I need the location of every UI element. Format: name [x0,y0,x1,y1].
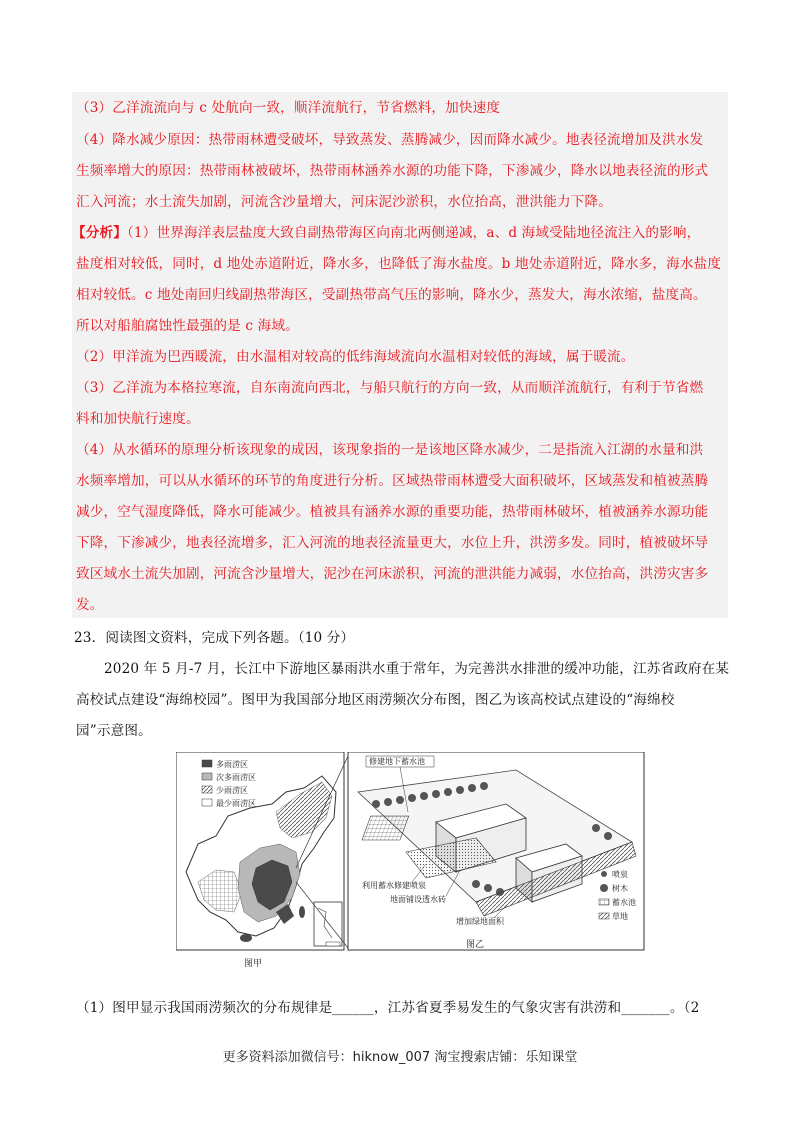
page-footer: 更多资料添加微信号：hiknow_007 淘宝搜索店铺：乐知课堂 [222,1050,578,1065]
scale-bar [326,942,340,946]
analysis-line: 盐度相对较低，同时，d 地处赤道附近，降水多，也降低了海水盐度。b 地处赤道附近，降水多，海水盐度 [76,256,722,272]
question-title: 23．阅读图文资料，完成下列各题。（10 分） [74,630,355,646]
label-fountain: 利用蓄水修建喷泉 [362,881,426,890]
legend-label: 草地 [612,912,628,921]
legend-label: 次多雨涝区 [216,773,256,782]
analysis-line: 致区域水土流失加剧，河流含沙量增大，泥沙在河床淤积，河流的泄洪能力减弱，水位抬高，洪涝灾害多 [76,566,709,582]
legend-label: 少雨涝区 [216,786,248,795]
analysis-line: 料和加快航行速度。 [76,411,200,427]
taiwan-island [299,906,305,918]
label-paving: 地面铺设透水砖 [390,895,446,904]
legend-label: 蓄水池 [612,898,636,907]
legend-label: 最少雨涝区 [216,799,256,808]
figure-svg [176,752,646,972]
map-figure-a [176,752,344,969]
analysis-line: 所以对船舶腐蚀性最强的是 c 海域。 [76,318,299,334]
answer-line-4b: 生频率增大的原因：热带雨林被破坏，热带雨林涵养水源的功能下降，下渗减少，降水以地表径流的形式 [76,163,709,179]
analysis-line: （4）从水循环的原理分析该现象的成因，该现象指的一是该地区降水减少，二是指流入江湖的水量和洪 [76,442,704,458]
question-intro-line: 园”示意图。 [76,723,152,739]
analysis-first-text: （1）世界海洋表层盐度大致自副热带海区向南北两侧递减，a、d 海域受陆地径流注入的影响， [126,225,701,241]
answer-line-3: （3）乙洋流流向与 c 处航向一致，顺洋流航行，节省燃料，加快速度 [76,100,501,116]
legend-label: 多雨涝区 [216,760,248,769]
figure-b-caption: 图乙 [466,940,485,950]
legend-label: 树木 [612,884,628,893]
figure-a-caption: 图甲 [244,959,263,969]
analysis-tag: 【分析】 [72,225,127,241]
legend-label: 喷泉 [612,870,628,879]
analysis-line: （2）甲洋流为巴西暖流，由水温相对较高的低纬海域流向水温相对较低的海域，属于暖流。 [76,349,635,365]
label-green: 增加绿地面积 [456,917,504,926]
answer-line-4c: 汇入河流；水土流失加剧，河流含沙量增大，河床泥沙淤积，水位抬高，泄洪能力下降。 [76,194,613,210]
analysis-line: 相对较低。c 地处南回归线副热带海区，受副热带高气压的影响，降水少，蒸发大，海水浓缩，盐度高。 [76,287,707,303]
analysis-line: 下降，下渗减少，地表径流增多，汇入河流的地表径流量更大，水位上升，洪涝多发。同时，植被破坏导 [76,535,709,551]
question-intro-line: 2020 年 5 月-7 月，长江中下游地区暴雨洪水重于常年，为完善洪水排泄的缓冲功能，江苏省政府在某 [104,661,730,677]
question-sub-1: （1）图甲显示我国雨涝频次的分布规律是______，江苏省夏季易发生的气象灾害有洪涝和_______。（2 [76,1000,700,1016]
figure-panel [176,752,646,972]
label-underground-pool: 修建地下蓄水池 [369,757,425,766]
analysis-line: （3）乙洋流为本格拉寒流，自东南流向西北，与船只航行的方向一致，从而顺洋流航行，有利于节省燃 [76,380,704,396]
analysis-line: 水频率增加，可以从水循环的环节的角度进行分析。区域热带雨林遭受大面积破坏，区域蒸发和植被蒸腾 [76,473,709,489]
question-intro-line: 高校试点建设“海绵校园”。图甲为我国部分地区雨涝频次分布图，图乙为该高校试点建设的“海绵校 [76,692,675,708]
south-sea-inset [314,902,342,946]
campus-figure-b [296,752,644,950]
analysis-first-line [72,223,700,243]
answer-line-4: （4）降水减少原因：热带雨林遭受破坏，导致蒸发、蒸腾减少，因而降水减少。地表径流增加及洪水发 [76,132,704,148]
hainan-island [240,934,252,942]
analysis-line: 发。 [76,597,104,613]
analysis-line: 减少，空气湿度降低，降水可能减少。植被具有涵养水源的重要功能，热带雨林破坏，植被涵养水源功能 [76,504,709,520]
